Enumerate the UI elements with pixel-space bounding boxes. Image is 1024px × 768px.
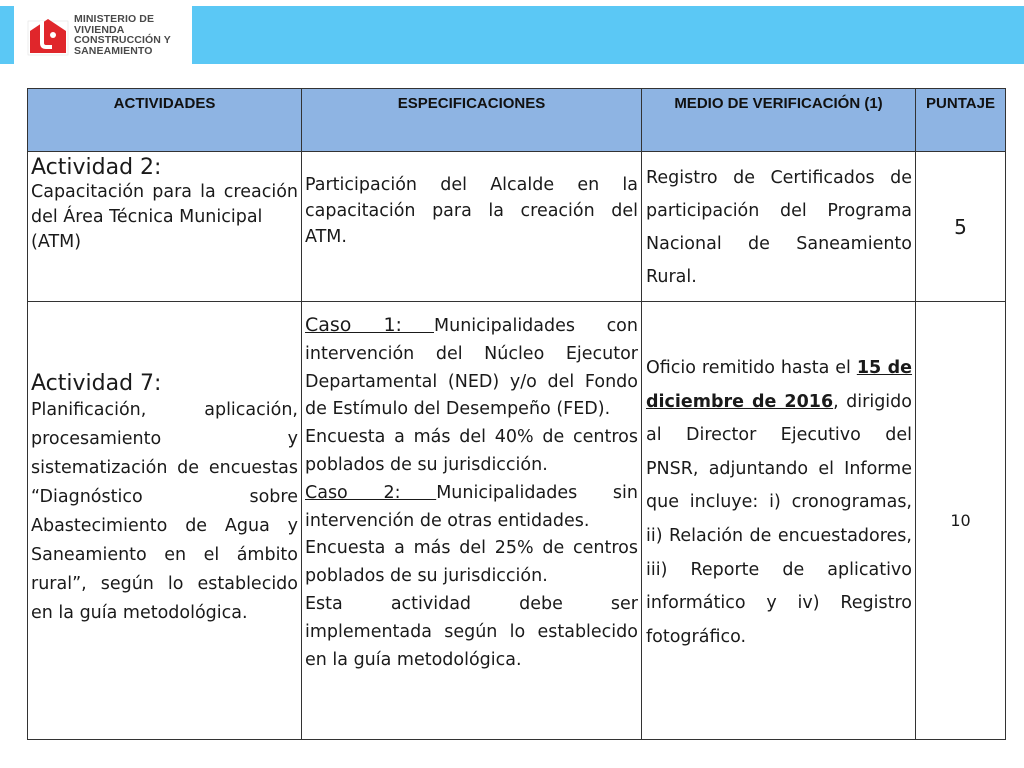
col-header-medio-verificacion: MEDIO DE VERIFICACIÓN (1) bbox=[642, 89, 916, 152]
activity-title: Actividad 7: bbox=[31, 371, 162, 396]
spec-cell bbox=[302, 152, 642, 302]
score-value: 10 bbox=[950, 511, 971, 530]
col-header-actividades: ACTIVIDADES bbox=[28, 89, 302, 152]
score-value: 5 bbox=[954, 214, 967, 239]
logo-line-1: MINISTERIO DE bbox=[74, 13, 155, 25]
activities-table bbox=[27, 88, 1006, 740]
activity-cell bbox=[28, 152, 302, 302]
activity-title: Actividad 2: bbox=[31, 155, 162, 180]
table-header-row bbox=[28, 89, 1006, 152]
col-header-puntaje: PUNTAJE bbox=[916, 89, 1006, 152]
score-cell bbox=[916, 302, 1006, 740]
ministry-name bbox=[74, 14, 171, 56]
table-row bbox=[28, 152, 1006, 302]
verification-post: , dirigido al Director Ejecutivo del PNSR, adjuntando el Informe que incluye: i) cronogramas, ii) Relación de encuestadores, iii) Reporte de aplicativo informático y iv) Registro fotográfico. bbox=[646, 391, 912, 647]
table-row bbox=[28, 302, 1006, 740]
ministry-logo bbox=[14, 6, 192, 64]
verification-cell bbox=[642, 152, 916, 302]
spec-note: Esta actividad debe ser implementada según lo establecido en la guía metodológica. bbox=[305, 593, 638, 670]
verification-text: Registro de Certificados de participación del Programa Nacional de Saneamiento Rural. bbox=[646, 168, 912, 287]
caso-2-label: Caso 2: bbox=[305, 482, 437, 503]
spec-caso-1 bbox=[305, 312, 638, 424]
verification-date: 15 de diciembre de 2016 bbox=[646, 358, 913, 412]
logo-line-4: SANEAMIENTO bbox=[74, 44, 153, 57]
spec-text: Participación del Alcalde en la capacitación para la creación del ATM. bbox=[305, 175, 638, 247]
spec-cell bbox=[302, 302, 642, 740]
spec-caso-2 bbox=[305, 480, 638, 536]
activity-description: Capacitación para la creación del Área Técnica Municipal bbox=[31, 182, 298, 227]
caso-1-survey: Encuesta a más del 40% de centros poblados de su jurisdicción. bbox=[305, 427, 638, 475]
verification-pre: Oficio remitido hasta el bbox=[646, 358, 857, 378]
caso-1-label: Caso 1: bbox=[305, 314, 434, 336]
activity-description: Planificación, aplicación, procesamiento y sistematización de encuestas “Diagnóstico sobre Abastecimiento de Agua y Saneamiento en el ámbito rural”, según lo establecido en la guía metodológica. bbox=[31, 400, 298, 623]
activity-extra: (ATM) bbox=[31, 232, 82, 252]
activity-cell bbox=[28, 302, 302, 740]
logo-line-2: VIVIENDA bbox=[74, 23, 125, 36]
house-logo-icon bbox=[26, 13, 70, 57]
verification-cell bbox=[642, 302, 916, 740]
logo-line-3: CONSTRUCCIÓN Y bbox=[74, 34, 171, 46]
caso-2-survey: Encuesta a más del 25% de centros poblados de su jurisdicción. bbox=[305, 538, 638, 587]
caso-2-text: Municipalidades sin intervención de otras entidades. bbox=[305, 482, 638, 531]
score-cell bbox=[916, 152, 1006, 302]
col-header-especificaciones: ESPECIFICACIONES bbox=[302, 89, 642, 152]
caso-1-text: Municipalidades con intervención del Núcleo Ejecutor Departamental (NED) y/o del Fondo de Estímulo del Desempeño (FED). bbox=[305, 316, 638, 420]
